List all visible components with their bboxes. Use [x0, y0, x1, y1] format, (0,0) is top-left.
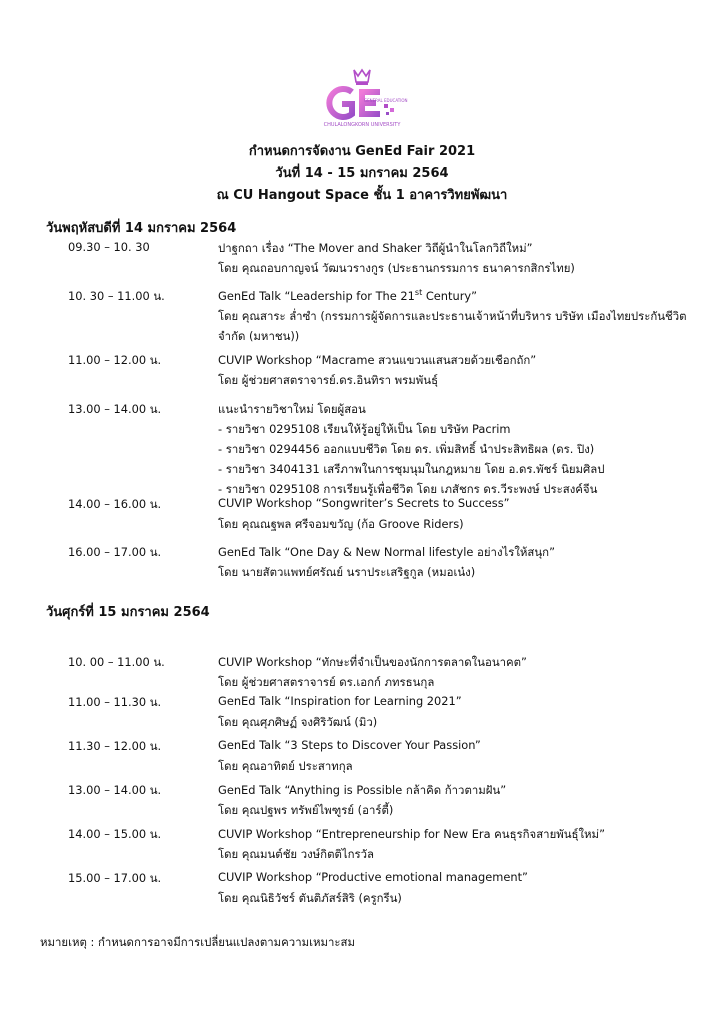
schedule-time: 13.00 – 14.00 น. [68, 402, 162, 416]
schedule-time: 14.00 – 16.00 น. [68, 497, 162, 511]
schedule-line: CUVIP Workshop “Productive emotional management” [218, 870, 528, 884]
schedule-line: โดย ผู้ช่วยศาสตราจารย์ ดร.เอกก์ ภทรธนกุล [218, 675, 435, 689]
schedule-line: GenEd Talk “Inspiration for Learning 2021” [218, 694, 462, 708]
schedule-line: GenEd Talk “One Day & New Normal lifestyle อย่างไรให้สนุก” [218, 545, 555, 559]
title-line: ณ CU Hangout Space ชั้น 1 อาคารวิทยพัฒนา [216, 188, 508, 203]
schedule-line: GenEd Talk “3 Steps to Discover Your Passion” [218, 738, 481, 752]
schedule-line: จำกัด (มหาชน)) [218, 329, 300, 343]
schedule-time: 09.30 – 10. 30 [68, 240, 150, 254]
schedule-line: ปาฐกถา เรื่อง “The Mover and Shaker วิถีผู้นำในโลกวิถีใหม่” [218, 241, 533, 255]
schedule-time: 16.00 – 17.00 น. [68, 545, 162, 559]
schedule-time: 11.00 – 12.00 น. [68, 353, 162, 367]
gened-logo [312, 66, 412, 130]
schedule-line: GenEd Talk “Leadership for The 21st Century” [218, 288, 478, 303]
schedule-line: โดย คุณปฐพร ทรัพย์ไพฑูรย์ (อาร์ตี้) [218, 803, 394, 817]
schedule-line: - รายวิชา 0295108 เรียนให้รู้อยู่ให้เป็น โดย บริษัท Pacrim [218, 422, 511, 436]
schedule-line: CUVIP Workshop “Songwriter’s Secrets to Success” [218, 496, 510, 510]
schedule-line: GenEd Talk “Anything is Possible กล้าคิด ก้าวตามฝัน” [218, 783, 507, 797]
schedule-time: 10. 00 – 11.00 น. [68, 655, 165, 669]
title-line: วันที่ 14 - 15 มกราคม 2564 [275, 166, 449, 181]
schedule-line: โดย คุณนิธิวัชร์ ตันติภัสร์สิริ (ครูกรีน) [218, 891, 402, 905]
schedule-time: 13.00 – 14.00 น. [68, 783, 162, 797]
schedule-line: โดย คุณมนต์ชัย วงษ์กิตติไกรวัล [218, 847, 374, 861]
schedule-line: โดย คุณศุภศิษฏ์ จงศิริวัฒน์ (มิว) [218, 715, 378, 729]
schedule-time: 15.00 – 17.00 น. [68, 871, 162, 885]
schedule-line: โดย คุณถอบกาญจน์ วัฒนวรางกูร (ประธานกรรมการ ธนาคารกสิกรไทย) [218, 261, 575, 275]
schedule-line: - รายวิชา 0295108 การเรียนรู้เพื่อชีวิต โดย เภสัชกร ดร.วีระพงษ์ ประสงค์จีน [218, 482, 598, 496]
day1-heading: วันพฤหัสบดีที่ 14 มกราคม 2564 [46, 221, 237, 236]
schedule-line: โดย ผู้ช่วยศาสตราจารย์.ดร.อินทิรา พรมพันธุ์ [218, 373, 439, 387]
document-title [0, 141, 724, 207]
title-line: กำหนดการจัดงาน GenEd Fair 2021 [248, 144, 476, 159]
schedule-line: โดย คุณณฐพล ศรีจอมขวัญ (ก้อ Groove Riders) [218, 517, 464, 531]
schedule-line: CUVIP Workshop “ทักษะที่จำเป็นของนักการตลาดในอนาคต” [218, 655, 527, 669]
schedule-line: แนะนำรายวิชาใหม่ โดยผู้สอน [218, 402, 366, 416]
schedule-time: 11.00 – 11.30 น. [68, 695, 162, 709]
footnote: หมายเหตุ : กำหนดการอาจมีการเปลี่ยนแปลงตามความเหมาะสม [40, 935, 355, 949]
schedule-line: CUVIP Workshop “Macrame สวนแขวนแสนสวยด้วยเชือกถัก” [218, 353, 537, 367]
schedule-line: CUVIP Workshop “Entrepreneurship for New Era คนธุรกิจสายพันธุ์ใหม่” [218, 827, 605, 841]
day2-heading: วันศุกร์ที่ 15 มกราคม 2564 [46, 605, 210, 620]
schedule-time: 10. 30 – 11.00 น. [68, 289, 165, 303]
schedule-time: 11.30 – 12.00 น. [68, 739, 162, 753]
schedule-line: โดย คุณสาระ ล่ำซำ (กรรมการผู้จัดการและประธานเจ้าหน้าที่บริหาร บริษัท เมืองไทยประกันชีวิต [218, 309, 687, 323]
logo-subtext: GENERAL EDUCATION [364, 98, 408, 103]
schedule-line: โดย นายสัตวแพทย์ศรัณย์ นราประเสริฐกูล (หมอเน๋ง) [218, 565, 476, 579]
logo-university: CHULALONGKORN UNIVERSITY [323, 122, 401, 128]
schedule-line: - รายวิชา 3404131 เสรีภาพในการชุมนุมในกฎหมาย โดย อ.ดร.พัชร์ นิยมศิลป [218, 462, 605, 476]
schedule-line: - รายวิชา 0294456 ออกแบบชีวิต โดย ดร. เพิ่มสิทธิ์ นำประสิทธิผล (ดร. ปิง) [218, 442, 595, 456]
schedule-line: โดย คุณอาทิตย์ ประสาทกุล [218, 759, 353, 773]
schedule-time: 14.00 – 15.00 น. [68, 827, 162, 841]
